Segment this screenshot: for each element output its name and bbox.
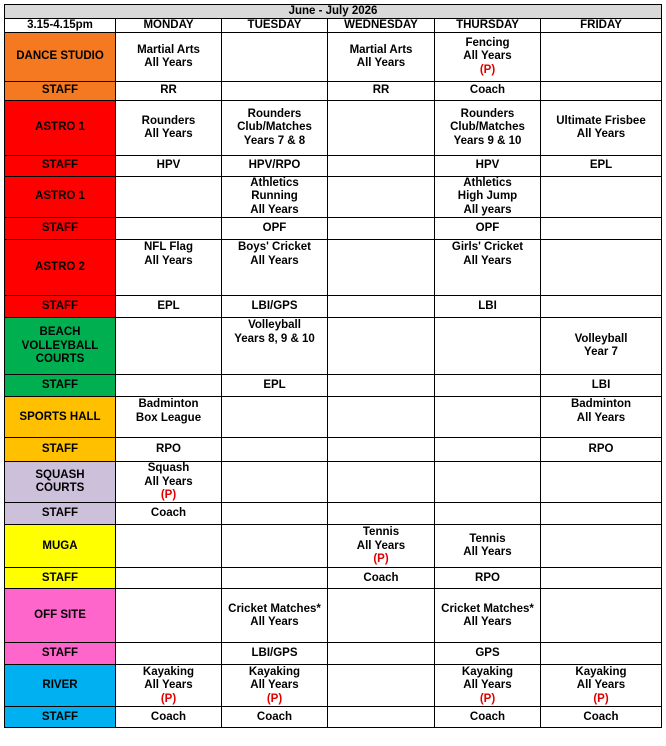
staff-row <box>5 643 662 665</box>
activity-cell-friday <box>541 318 662 375</box>
staff-label: STAFF <box>5 438 116 462</box>
activity-cell-wednesday <box>328 589 435 643</box>
activity-cell-monday <box>116 33 222 82</box>
provisional-mark: (P) <box>593 692 609 705</box>
staff-cell-friday <box>541 707 662 728</box>
staff-row <box>5 707 662 728</box>
cell-text-line: Coach <box>469 710 506 723</box>
cell-text-line: Rounders <box>247 107 302 120</box>
cell-text-line: All Years <box>250 615 299 628</box>
venue-label-line: SQUASH <box>35 468 85 481</box>
activity-cell-thursday <box>435 462 541 503</box>
cell-text-line: EPL <box>263 379 286 392</box>
activity-cell-monday <box>116 525 222 568</box>
staff-cell-tuesday <box>222 218 328 240</box>
staff-cell-monday <box>116 296 222 318</box>
activity-cell-tuesday <box>222 589 328 643</box>
staff-cell-thursday <box>435 296 541 318</box>
staff-cell-friday <box>541 375 662 397</box>
cell-text-line: OPF <box>475 222 500 235</box>
cell-text-line: Martial Arts <box>349 43 413 56</box>
staff-cell-tuesday <box>222 82 328 101</box>
cell-text-line: Squash <box>147 462 190 475</box>
cell-text-line: Volleyball <box>574 332 628 345</box>
day-header-monday: MONDAY <box>116 19 222 33</box>
venue-row <box>5 101 662 156</box>
staff-cell-friday <box>541 218 662 240</box>
activity-cell-monday <box>116 589 222 643</box>
cell-text-line: All Years <box>463 546 512 559</box>
activity-cell-thursday <box>435 101 541 156</box>
activity-cell-monday <box>116 101 222 156</box>
staff-label: STAFF <box>5 707 116 728</box>
staff-cell-friday <box>541 568 662 589</box>
cell-text-line: Coach <box>150 507 187 520</box>
activity-cell-thursday <box>435 318 541 375</box>
staff-cell-wednesday <box>328 218 435 240</box>
activity-cell-thursday <box>435 665 541 707</box>
cell-text-line: EPL <box>157 300 180 313</box>
activity-cell-friday <box>541 33 662 82</box>
cell-text-line: Cricket Matches* <box>228 602 321 615</box>
staff-cell-thursday <box>435 438 541 462</box>
activity-cell-wednesday <box>328 462 435 503</box>
venue-row <box>5 177 662 218</box>
staff-cell-tuesday <box>222 156 328 177</box>
staff-row <box>5 156 662 177</box>
staff-cell-wednesday <box>328 503 435 525</box>
time-slot: 3.15-4.15pm <box>5 19 116 33</box>
activity-cell-tuesday <box>222 318 328 375</box>
cell-text-line: Kayaking <box>142 665 195 678</box>
cell-text-line: Year 7 <box>584 346 618 359</box>
cell-text-line: Volleyball <box>248 319 301 332</box>
cell-text-line: RR <box>372 84 390 97</box>
staff-cell-tuesday <box>222 375 328 397</box>
cell-text-line: Badminton <box>570 398 632 411</box>
staff-label: STAFF <box>5 156 116 177</box>
staff-cell-tuesday <box>222 503 328 525</box>
activity-cell-wednesday <box>328 33 435 82</box>
staff-row <box>5 296 662 318</box>
activity-cell-wednesday <box>328 665 435 707</box>
cell-text-line: LBI/GPS <box>251 300 298 313</box>
cell-text-line: Rounders <box>460 107 515 120</box>
staff-label: STAFF <box>5 82 116 101</box>
cell-text-line: Kayaking <box>248 665 301 678</box>
cell-text-line: Girls' Cricket <box>451 241 524 254</box>
activity-cell-monday <box>116 318 222 375</box>
activity-cell-thursday <box>435 240 541 296</box>
provisional-mark: (P) <box>266 692 283 705</box>
staff-row <box>5 375 662 397</box>
activity-cell-friday <box>541 525 662 568</box>
activity-cell-friday <box>541 589 662 643</box>
cell-text-line: RPO <box>588 443 614 456</box>
activity-cell-thursday <box>435 177 541 218</box>
staff-cell-friday <box>541 156 662 177</box>
activity-cell-friday <box>541 397 662 438</box>
activity-cell-tuesday <box>222 462 328 503</box>
staff-label: STAFF <box>5 218 116 240</box>
cell-text-line: Kayaking <box>461 665 514 678</box>
staff-label: STAFF <box>5 375 116 397</box>
venue-label: ASTRO 1 <box>5 177 116 218</box>
provisional-mark: (P) <box>479 692 496 705</box>
activity-cell-tuesday <box>222 177 328 218</box>
cell-text-line: NFL Flag <box>144 241 193 254</box>
cell-text-line: All Years <box>250 679 299 692</box>
cell-text-line: LBI <box>591 379 611 392</box>
venue-label-line: COURTS <box>35 482 85 495</box>
venue-row <box>5 318 662 375</box>
cell-text-line: Coach <box>363 571 399 584</box>
staff-cell-monday <box>116 156 222 177</box>
staff-cell-wednesday <box>328 296 435 318</box>
activity-cell-thursday <box>435 33 541 82</box>
cell-text-line: All Years <box>463 50 512 63</box>
cell-text-line: RPO <box>156 443 181 456</box>
activity-cell-wednesday <box>328 240 435 296</box>
cell-text-line: All Years <box>576 128 626 140</box>
staff-cell-tuesday <box>222 707 328 728</box>
staff-cell-monday <box>116 643 222 665</box>
staff-cell-friday <box>541 643 662 665</box>
cell-text-line: Tennis <box>362 526 400 539</box>
cell-text-line: HPV <box>156 159 181 172</box>
venue-row <box>5 665 662 707</box>
cell-text-line: All Years <box>144 475 193 488</box>
day-header-friday: FRIDAY <box>541 19 662 33</box>
cell-text-line: Tennis <box>469 533 506 546</box>
cell-text-line: LBI/GPS <box>251 647 298 660</box>
activity-cell-monday <box>116 177 222 218</box>
cell-text-line: All years <box>463 203 512 216</box>
venue-label: OFF SITE <box>5 589 116 643</box>
cell-text-line: All Years <box>576 411 626 424</box>
staff-cell-monday <box>116 503 222 525</box>
staff-cell-monday <box>116 218 222 240</box>
venue-label: ASTRO 1 <box>5 101 116 156</box>
cell-text-line: Coach <box>256 710 293 723</box>
staff-label: STAFF <box>5 296 116 318</box>
cell-text-line: Club/Matches <box>450 121 525 134</box>
staff-cell-wednesday <box>328 375 435 397</box>
activity-cell-tuesday <box>222 240 328 296</box>
cell-text-line: All Years <box>144 57 193 69</box>
staff-cell-monday <box>116 568 222 589</box>
staff-cell-thursday <box>435 568 541 589</box>
staff-cell-monday <box>116 438 222 462</box>
cell-text-line: HPV/RPO <box>248 159 301 172</box>
staff-cell-thursday <box>435 82 541 101</box>
activity-cell-tuesday <box>222 397 328 438</box>
activity-cell-friday <box>541 177 662 218</box>
cell-text-line: Coach <box>469 84 506 97</box>
cell-text-line: Club/Matches <box>237 121 312 134</box>
staff-cell-wednesday <box>328 568 435 589</box>
cell-text-line: Years 7 & 8 <box>243 134 306 147</box>
staff-row <box>5 438 662 462</box>
day-header-thursday: THURSDAY <box>435 19 541 33</box>
cell-text-line: Badminton <box>138 398 199 411</box>
venue-row <box>5 462 662 503</box>
cell-text-line: Athletics <box>250 177 299 189</box>
venue-row <box>5 397 662 438</box>
venue-label: MUGA <box>5 525 116 568</box>
cell-text-line: All Years <box>463 254 512 267</box>
staff-cell-tuesday <box>222 568 328 589</box>
staff-row <box>5 218 662 240</box>
venue-label: SPORTS HALL <box>5 397 116 438</box>
staff-row <box>5 82 662 101</box>
cell-text-line: All Years <box>144 679 193 692</box>
activity-cell-tuesday <box>222 525 328 568</box>
cell-text-line: Martial Arts <box>137 43 200 56</box>
cell-text-line: Years 8, 9 & 10 <box>234 332 315 345</box>
activity-cell-wednesday <box>328 177 435 218</box>
staff-row <box>5 503 662 525</box>
cell-text-line: GPS <box>475 647 500 660</box>
staff-label: STAFF <box>5 503 116 525</box>
staff-cell-thursday <box>435 218 541 240</box>
activity-cell-friday <box>541 665 662 707</box>
activity-cell-thursday <box>435 397 541 438</box>
activity-cell-friday <box>541 462 662 503</box>
staff-cell-wednesday <box>328 438 435 462</box>
activity-cell-friday <box>541 240 662 296</box>
activity-cell-wednesday <box>328 318 435 375</box>
cell-text-line: Fencing <box>465 36 510 49</box>
provisional-mark: (P) <box>160 489 177 502</box>
venue-row <box>5 589 662 643</box>
cell-text-line: All Years <box>144 128 193 140</box>
venue-label: ASTRO 2 <box>5 240 116 296</box>
staff-cell-monday <box>116 82 222 101</box>
activity-cell-monday <box>116 665 222 707</box>
provisional-mark: (P) <box>160 692 177 705</box>
activity-cell-tuesday <box>222 33 328 82</box>
provisional-mark: (P) <box>479 63 496 76</box>
staff-label: STAFF <box>5 568 116 589</box>
staff-cell-wednesday <box>328 643 435 665</box>
cell-text-line: All Years <box>356 539 406 552</box>
cell-text-line: All Years <box>250 254 299 267</box>
cell-text-line: Rounders <box>141 114 196 127</box>
activity-cell-wednesday <box>328 525 435 568</box>
staff-cell-thursday <box>435 156 541 177</box>
cell-text-line: Kayaking <box>575 665 627 678</box>
staff-cell-thursday <box>435 375 541 397</box>
cell-text-line: Coach <box>583 710 619 723</box>
staff-cell-friday <box>541 296 662 318</box>
timetable <box>4 4 662 728</box>
cell-text-line: All Years <box>144 254 193 267</box>
staff-cell-monday <box>116 375 222 397</box>
cell-text-line: RR <box>160 84 177 97</box>
activity-cell-tuesday <box>222 101 328 156</box>
venue-label-line: VOLLEYBALL <box>21 339 99 352</box>
activity-cell-friday <box>541 101 662 156</box>
cell-text-line: All Years <box>576 679 626 692</box>
staff-cell-tuesday <box>222 643 328 665</box>
activity-cell-tuesday <box>222 665 328 707</box>
cell-text-line: Boys' Cricket <box>237 241 312 254</box>
cell-text-line: Ultimate Frisbee <box>556 114 646 127</box>
staff-cell-tuesday <box>222 438 328 462</box>
staff-cell-monday <box>116 707 222 728</box>
activity-cell-wednesday <box>328 397 435 438</box>
venue-label: RIVER <box>5 665 116 707</box>
staff-cell-friday <box>541 82 662 101</box>
cell-text-line: Cricket Matches* <box>441 602 534 615</box>
staff-cell-wednesday <box>328 82 435 101</box>
day-header-tuesday: TUESDAY <box>222 19 328 33</box>
cell-text-line: All Years <box>463 615 512 628</box>
venue-row <box>5 525 662 568</box>
activity-cell-monday <box>116 462 222 503</box>
staff-cell-thursday <box>435 643 541 665</box>
cell-text-line: OPF <box>262 222 287 235</box>
cell-text-line: Box League <box>135 411 202 424</box>
cell-text-line: Running <box>251 190 298 203</box>
cell-text-line: All Years <box>250 203 299 216</box>
cell-text-line: Coach <box>150 710 187 723</box>
day-header-wednesday: WEDNESDAY <box>328 19 435 33</box>
cell-text-line: All Years <box>463 679 512 692</box>
venue-label-line: BEACH <box>39 326 81 339</box>
cell-text-line: Athletics <box>463 177 512 189</box>
cell-text-line: LBI <box>478 300 497 313</box>
cell-text-line: RPO <box>475 571 500 584</box>
provisional-mark: (P) <box>373 553 389 566</box>
staff-cell-tuesday <box>222 296 328 318</box>
venue-row <box>5 33 662 82</box>
timetable-sheet <box>4 4 662 728</box>
activity-cell-wednesday <box>328 101 435 156</box>
staff-cell-friday <box>541 438 662 462</box>
cell-text-line: EPL <box>589 159 613 172</box>
cell-text-line: High Jump <box>457 190 518 203</box>
activity-cell-monday <box>116 397 222 438</box>
cell-text-line: All Years <box>356 57 406 69</box>
cell-text-line: HPV <box>475 159 500 172</box>
staff-cell-wednesday <box>328 707 435 728</box>
timetable-title: June - July 2026 <box>5 5 662 19</box>
staff-row <box>5 568 662 589</box>
venue-label <box>5 462 116 503</box>
venue-label-line: COURTS <box>35 352 85 365</box>
venue-label: DANCE STUDIO <box>5 33 116 82</box>
cell-text-line: Years 9 & 10 <box>453 134 522 147</box>
staff-cell-friday <box>541 503 662 525</box>
venue-row <box>5 240 662 296</box>
activity-cell-thursday <box>435 525 541 568</box>
staff-cell-thursday <box>435 707 541 728</box>
staff-cell-wednesday <box>328 156 435 177</box>
activity-cell-thursday <box>435 589 541 643</box>
staff-cell-thursday <box>435 503 541 525</box>
venue-label <box>5 318 116 375</box>
header-row <box>5 19 662 33</box>
activity-cell-monday <box>116 240 222 296</box>
staff-label: STAFF <box>5 643 116 665</box>
